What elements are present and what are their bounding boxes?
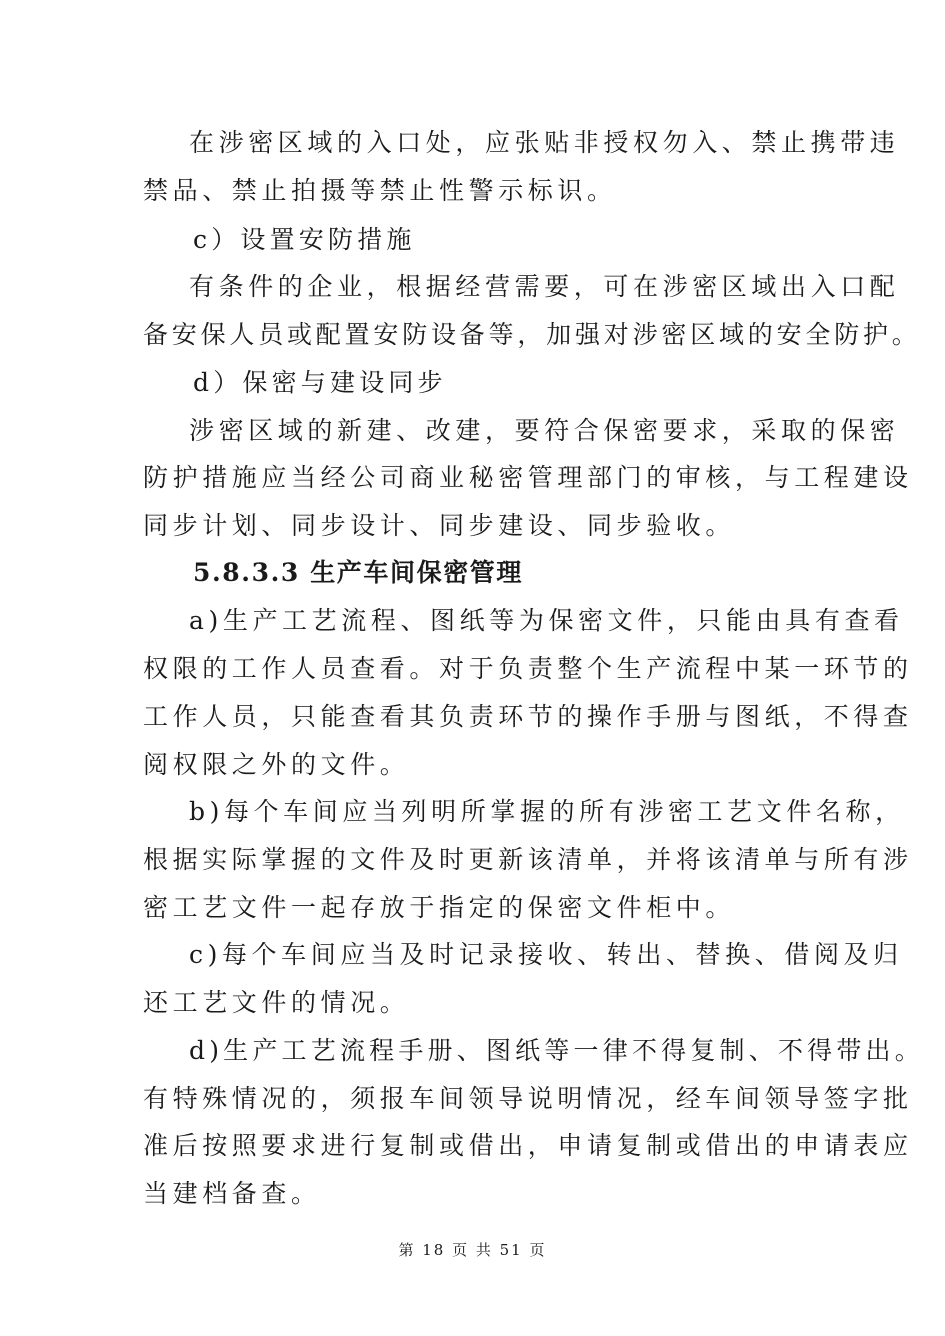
paragraph-line: c)每个车间应当及时记录接收、转出、替换、借阅及归 bbox=[189, 940, 903, 969]
paragraph-line: b)每个车间应当列明所掌握的所有涉密工艺文件名称， bbox=[189, 797, 905, 826]
paragraph-line: 工作人员，只能查看其负责环节的操作手册与图纸，不得查 bbox=[143, 702, 913, 731]
paragraph-line: 密工艺文件一起存放于指定的保密文件柜中。 bbox=[143, 893, 736, 922]
paragraph-line: 还工艺文件的情况。 bbox=[143, 988, 410, 1017]
paragraph-line: 涉密区域的新建、改建，要符合保密要求，采取的保密 bbox=[189, 416, 900, 445]
paragraph-line: 在涉密区域的入口处，应张贴非授权勿入、禁止携带违 bbox=[189, 128, 900, 157]
subheading-d: d）保密与建设同步 bbox=[193, 368, 447, 397]
paragraph-line: 同步计划、同步设计、同步建设、同步验收。 bbox=[143, 511, 736, 540]
paragraph-line: 当建档备查。 bbox=[143, 1179, 321, 1208]
paragraph-line: 禁品、禁止拍摄等禁止性警示标识。 bbox=[143, 176, 617, 205]
paragraph-line: 备安保人员或配置安防设备等，加强对涉密区域的安全防护。 bbox=[143, 320, 921, 349]
paragraph-line: 防护措施应当经公司商业秘密管理部门的审核，与工程建设 bbox=[143, 463, 913, 492]
paragraph-line: 准后按照要求进行复制或借出，申请复制或借出的申请表应 bbox=[143, 1131, 913, 1160]
paragraph-line: 有特殊情况的，须报车间领导说明情况，经车间领导签字批 bbox=[143, 1084, 913, 1113]
page-number-footer: 第 18 页 共 51 页 bbox=[398, 1241, 547, 1259]
paragraph-line: a)生产工艺流程、图纸等为保密文件，只能由具有查看 bbox=[189, 606, 904, 635]
paragraph-line: 权限的工作人员查看。对于负责整个生产流程中某一环节的 bbox=[143, 654, 913, 683]
paragraph-line: 有条件的企业，根据经营需要，可在涉密区域出入口配 bbox=[189, 272, 900, 301]
paragraph-line: d)生产工艺流程手册、图纸等一律不得复制、不得带出。 bbox=[189, 1036, 924, 1065]
subheading-c: c）设置安防措施 bbox=[193, 225, 416, 254]
paragraph-line: 根据实际掌握的文件及时更新该清单，并将该清单与所有涉 bbox=[143, 845, 913, 874]
paragraph-line: 阅权限之外的文件。 bbox=[143, 750, 410, 779]
section-heading: 5.8.3.3 生产车间保密管理 bbox=[193, 558, 523, 587]
